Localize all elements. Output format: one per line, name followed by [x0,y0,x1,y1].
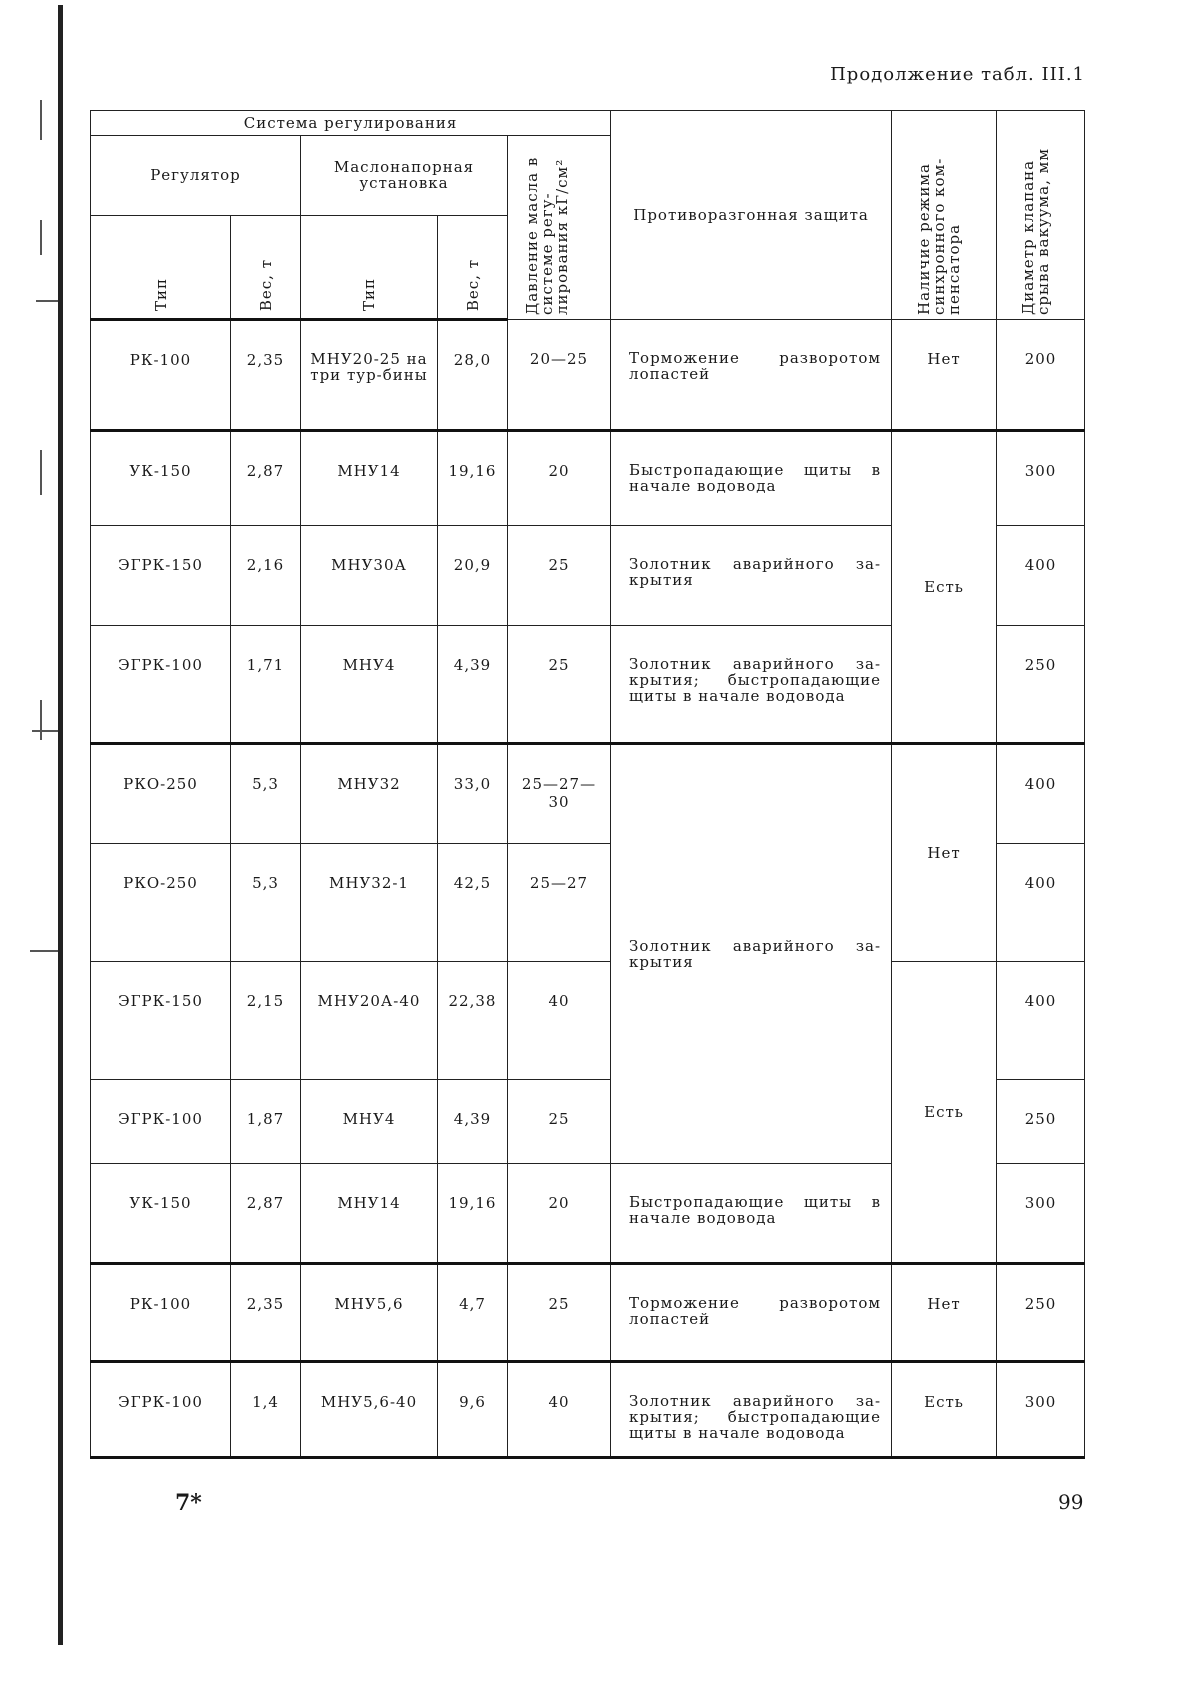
table-continuation-caption: Продолжение табл. III.1 [830,64,1085,85]
cell-valve: 250 [997,626,1085,744]
cell-pressure: 20 [508,431,611,526]
cell-sync: Есть [892,1362,997,1458]
scan-tick [40,220,42,255]
header-oil-unit: Маслонапорная установка [301,136,508,216]
cell-valve: 400 [997,844,1085,962]
header-regulator: Регулятор [91,136,301,216]
cell-reg-type: ЭГРК-100 [91,1080,231,1164]
cell-mnu-weight: 4,39 [438,1080,508,1164]
cell-mnu-weight: 22,38 [438,962,508,1080]
regulation-system-table [90,110,1085,1459]
cell-reg-type: УК-150 [91,1164,231,1264]
cell-reg-type: ЭГРК-100 [91,626,231,744]
cell-pressure: 25 [508,626,611,744]
cell-mnu-type: МНУ32-1 [301,844,438,962]
cell-reg-weight: 5,3 [231,744,301,844]
table-row [91,320,1085,431]
cell-pressure: 25 [508,526,611,626]
scan-tick [32,730,58,732]
table-row [91,744,1085,844]
cell-reg-weight: 2,35 [231,1264,301,1362]
cell-pressure: 25 [508,1264,611,1362]
header-sync: Наличие режима синхронного ком-пенсатора [892,111,997,320]
cell-valve: 250 [997,1080,1085,1164]
header-valve: Диаметр клапана срыва вакуума, мм [997,111,1085,320]
cell-mnu-weight: 4,39 [438,626,508,744]
header-pressure: Давление масла в системе регу-лирования кГ/см² [508,136,611,320]
cell-pressure: 25 [508,1080,611,1164]
cell-valve: 400 [997,962,1085,1080]
cell-sync: Есть [892,962,997,1264]
cell-mnu-weight: 33,0 [438,744,508,844]
cell-reg-type: РК-100 [91,320,231,431]
cell-protection: Золотник аварийного за-крытия; быстропадающие щиты в начале водовода [611,626,892,744]
header-protection: Противоразгонная защита [611,111,892,320]
cell-valve: 200 [997,320,1085,431]
header-mnu-type: Тип [301,215,438,319]
cell-pressure: 20—25 [508,320,611,431]
scan-tick [30,950,58,952]
table-row [91,1264,1085,1362]
cell-mnu-weight: 42,5 [438,844,508,962]
scan-tick [36,300,58,302]
cell-reg-weight: 2,87 [231,431,301,526]
cell-valve: 250 [997,1264,1085,1362]
cell-protection: Быстропадающие щиты в начале водовода [611,431,892,526]
scan-tick [40,700,42,740]
cell-reg-type: ЭГРК-100 [91,1362,231,1458]
cell-mnu-type: МНУ20А-40 [301,962,438,1080]
cell-mnu-type: МНУ14 [301,431,438,526]
cell-sync: Нет [892,744,997,962]
header-reg-weight: Вес, т [231,215,301,319]
cell-reg-weight: 5,3 [231,844,301,962]
cell-pressure: 25—27—30 [508,744,611,844]
cell-reg-weight: 2,15 [231,962,301,1080]
cell-mnu-type: МНУ4 [301,626,438,744]
cell-mnu-type: МНУ14 [301,1164,438,1264]
cell-mnu-type: МНУ5,6 [301,1264,438,1362]
cell-sync: Нет [892,1264,997,1362]
cell-mnu-weight: 19,16 [438,431,508,526]
table-row [91,962,1085,1080]
cell-pressure: 25—27 [508,844,611,962]
cell-reg-type: РК-100 [91,1264,231,1362]
cell-valve: 300 [997,1164,1085,1264]
cell-reg-weight: 1,4 [231,1362,301,1458]
cell-reg-type: ЭГРК-150 [91,962,231,1080]
table-row [91,431,1085,526]
cell-reg-weight: 2,35 [231,320,301,431]
cell-mnu-weight: 9,6 [438,1362,508,1458]
cell-mnu-type: МНУ32 [301,744,438,844]
cell-pressure: 40 [508,1362,611,1458]
cell-mnu-type: МНУ4 [301,1080,438,1164]
cell-protection: Золотник аварийного за-крытия [611,526,892,626]
cell-mnu-weight: 20,9 [438,526,508,626]
cell-pressure: 20 [508,1164,611,1264]
cell-protection: Торможение разворотом лопастей [611,1264,892,1362]
cell-reg-weight: 1,87 [231,1080,301,1164]
cell-mnu-weight: 28,0 [438,320,508,431]
cell-reg-type: РКО-250 [91,844,231,962]
table-row [91,1362,1085,1458]
cell-reg-weight: 1,71 [231,626,301,744]
header-system: Система регулирования [91,111,611,136]
scan-margin-line [58,5,63,1645]
cell-reg-weight: 2,16 [231,526,301,626]
cell-reg-weight: 2,87 [231,1164,301,1264]
header-reg-type: Тип [91,215,231,319]
cell-valve: 300 [997,1362,1085,1458]
cell-protection: Золотник аварийного за-крытия [611,744,892,1164]
cell-valve: 300 [997,431,1085,526]
cell-mnu-type: МНУ5,6-40 [301,1362,438,1458]
cell-sync: Нет [892,320,997,431]
cell-protection: Золотник аварийного за-крытия; быстропадающие щиты в начале водовода [611,1362,892,1458]
cell-reg-type: РКО-250 [91,744,231,844]
cell-protection: Быстропадающие щиты в начале водовода [611,1164,892,1264]
cell-pressure: 40 [508,962,611,1080]
cell-reg-type: ЭГРК-150 [91,526,231,626]
scan-tick [40,450,42,495]
cell-valve: 400 [997,526,1085,626]
page-number: 99 [1058,1490,1084,1514]
signature-mark: 7* [175,1490,202,1516]
cell-mnu-weight: 4,7 [438,1264,508,1362]
cell-reg-type: УК-150 [91,431,231,526]
cell-mnu-weight: 19,16 [438,1164,508,1264]
scan-tick [40,100,42,140]
cell-valve: 400 [997,744,1085,844]
cell-protection: Торможение разворотом лопастей [611,320,892,431]
cell-sync: Есть [892,431,997,744]
cell-mnu-type: МНУ20-25 на три тур-бины [301,320,438,431]
header-mnu-weight: Вес, т [438,215,508,319]
cell-mnu-type: МНУ30А [301,526,438,626]
